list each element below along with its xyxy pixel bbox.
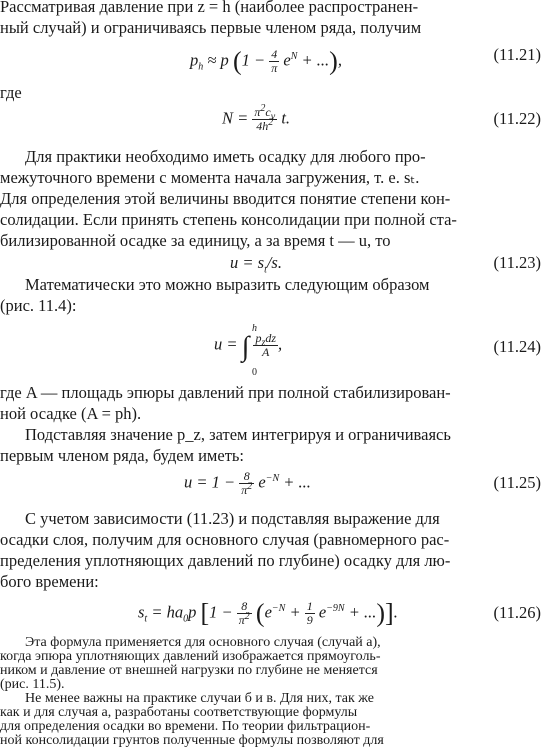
- text-line-3: где: [0, 83, 22, 102]
- text-line-19: Эта формула применяется для основного случая (случай а),: [25, 635, 381, 650]
- text-line-4: Для практики необходимо иметь осадку для любого про-: [25, 147, 426, 166]
- text-line-15: С учетом зависимости (11.23) и подставляя выражение для: [25, 509, 440, 528]
- equation-number: (11.22): [493, 109, 541, 128]
- equation-number: (11.26): [493, 603, 541, 622]
- text-line-14: первым членом ряда, будем иметь:: [0, 446, 245, 465]
- equation-11-24: h u = ∫ $\frac{p_zdz}{A}$ , 0 (11.24): [214, 323, 541, 378]
- equation-11-25: u = 1 − $\frac{8}{\pi^2}$ $e^{-N}$ + ... (11.25): [184, 469, 541, 497]
- text-line-12: ной осадке (A = ph).: [0, 404, 142, 423]
- text-line-17: пределения уплотняющих давлений по глубине) осадку для лю-: [0, 551, 451, 570]
- text-line-9: Математически это можно выразить следующим образом: [25, 275, 430, 294]
- equation-11-23: $u = s_t/s$. (11.23): [230, 253, 541, 276]
- equation-number: (11.25): [493, 473, 541, 492]
- text-line-20: когда эпюра уплотняющих давлений изображается прямоуголь-: [0, 649, 381, 664]
- text-line-22: (рис. 11.5).: [0, 677, 65, 692]
- text-line-7: солидации. Если принять степень консолидации при полной ста-: [0, 210, 457, 229]
- text-line-5: межуточного времени с момента начала загружения, т. е. sₜ.: [0, 168, 420, 187]
- equation-11-22: N = $\frac{\pi^2c_v}{4h^2}$ t. (11.22): [222, 103, 541, 133]
- text-line-21: ником и давление от внешней нагрузки по глубине не меняется: [0, 663, 378, 678]
- equation-11-26: $s_t = ha_0p$ [1 − $\frac{8}{\pi^2}$ ($e^{-N}$ + $\frac{1}{9}$ $e^{-9N}$ + ...)]. (11.26): [138, 598, 541, 628]
- text-line-24: как и для случая а, разработаны соответствующие формулы: [0, 705, 358, 720]
- text-line-8: билизированной осадке за единицу, а за время t — u, то: [0, 231, 391, 250]
- text-line-10: (рис. 11.4):: [0, 296, 77, 315]
- text-line-2: ный случай) и ограничиваясь первые членом ряда, получим: [0, 18, 422, 37]
- equation-number: (11.24): [493, 337, 541, 356]
- text-line-13: Подставляя значение p_z, затем интегрируя и ограничиваясь: [25, 425, 451, 444]
- text-line-16: осадки слоя, получим для основного случая (равномерного рас-: [0, 530, 450, 549]
- text-line-6: Для определения этой величины вводится понятие степени кон-: [0, 189, 451, 208]
- text-line-1: Рассматривая давление при z = h (наиболее распространен-: [0, 0, 419, 16]
- equation-number: (11.21): [493, 45, 541, 64]
- text-line-23: Не менее важны на практике случаи б и в. Для них, так же: [25, 691, 374, 706]
- text-line-18: бого времени:: [0, 572, 99, 591]
- equation-11-21: $p_h \approx p$ (1 − $\frac{4}{\pi}$ $e^N$ + ...), (11.21): [190, 45, 541, 76]
- text-line-25: для определения осадки во времени. По теории фильтрацион-: [0, 719, 371, 734]
- text-line-11: где A — площадь эпюры давлений при полной стабилизирован-: [0, 383, 451, 402]
- equation-number: (11.23): [493, 253, 541, 272]
- text-line-26: ной консолидации грунтов полученные формулы позволяют для: [0, 733, 384, 748]
